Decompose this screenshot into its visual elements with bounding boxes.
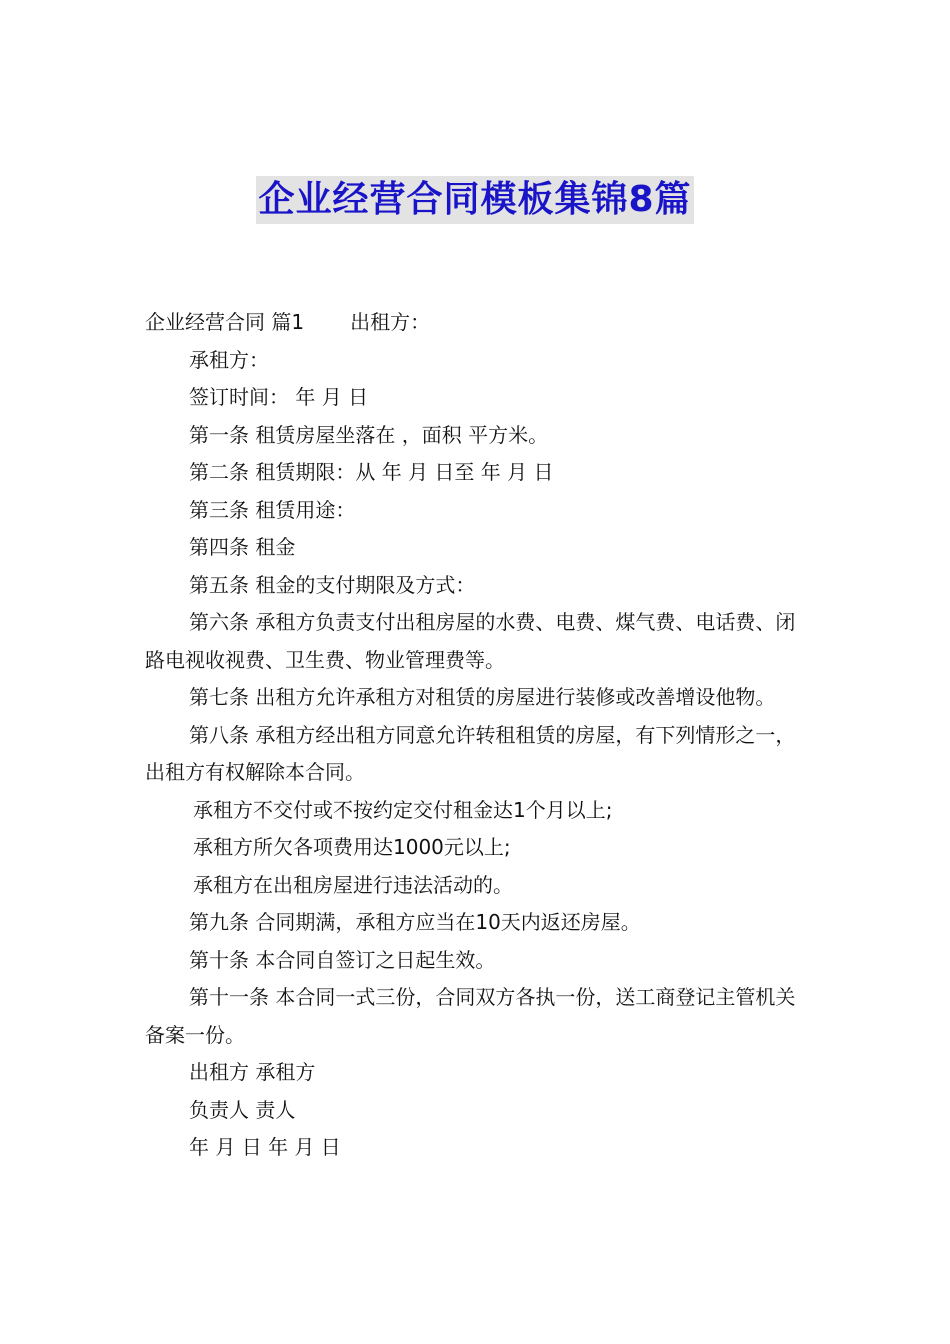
paragraph-article-1: 第一条 租赁房屋坐落在 ，面积 平方米。: [189, 422, 549, 447]
paragraph-signature-parties: 出租方 承租方: [189, 1060, 316, 1084]
paragraph-article-6: 第六条 承租方负责支付出租房屋的水费、电费、煤气费、电话费、闭路电视收视费、卫生费、物业管理费等。: [145, 610, 796, 672]
paragraph-condition-2: 承租方所欠各项费用达1000元以上;: [193, 835, 511, 859]
paragraph-sign-date: 签订时间： 年 月 日: [189, 385, 369, 409]
document-body: [145, 304, 810, 1167]
paragraph-condition-1: 承租方不交付或不按约定交付租金达1个月以上;: [193, 797, 613, 822]
paragraph-article-3: 第三条 租赁用途：: [189, 497, 356, 522]
paragraph-article-5: 第五条 租金的支付期限及方式：: [189, 572, 476, 597]
paragraph-lessee: 承租方：: [189, 347, 269, 372]
paragraph-condition-3: 承租方在出租房屋进行违法活动的。: [193, 872, 513, 897]
paragraph-article-10: 第十条 本合同自签订之日起生效。: [189, 947, 496, 972]
paragraph-signature-dates: 年 月 日 年 月 日: [189, 1135, 341, 1159]
paragraph-signature-persons: 负责人 责人: [189, 1097, 296, 1122]
paragraph-article-4: 第四条 租金: [189, 535, 296, 559]
section-label: 企业经营合同 篇1: [145, 310, 305, 334]
paragraph-lessor: 出租方：: [350, 310, 431, 334]
paragraph-article-7: 第七条 出租方允许承租方对租赁的房屋进行装修或改善增设他物。: [189, 685, 776, 709]
paragraph-article-8: 第八条 承租方经出租方同意允许转租租赁的房屋，有下列情形之一，出租方有权解除本合同。: [145, 722, 796, 784]
paragraph-first-line: [145, 304, 810, 342]
document-title: 企业经营合同模板集锦8篇: [256, 176, 693, 224]
paragraph-article-2: 第二条 租赁期限：从 年 月 日至 年 月 日: [189, 460, 554, 484]
title-container: [0, 176, 950, 224]
paragraph-article-9: 第九条 合同期满，承租方应当在10天内返还房屋。: [189, 910, 641, 934]
paragraph-article-11: 第十一条 本合同一式三份，合同双方各执一份，送工商登记主管机关备案一份。: [145, 985, 796, 1047]
